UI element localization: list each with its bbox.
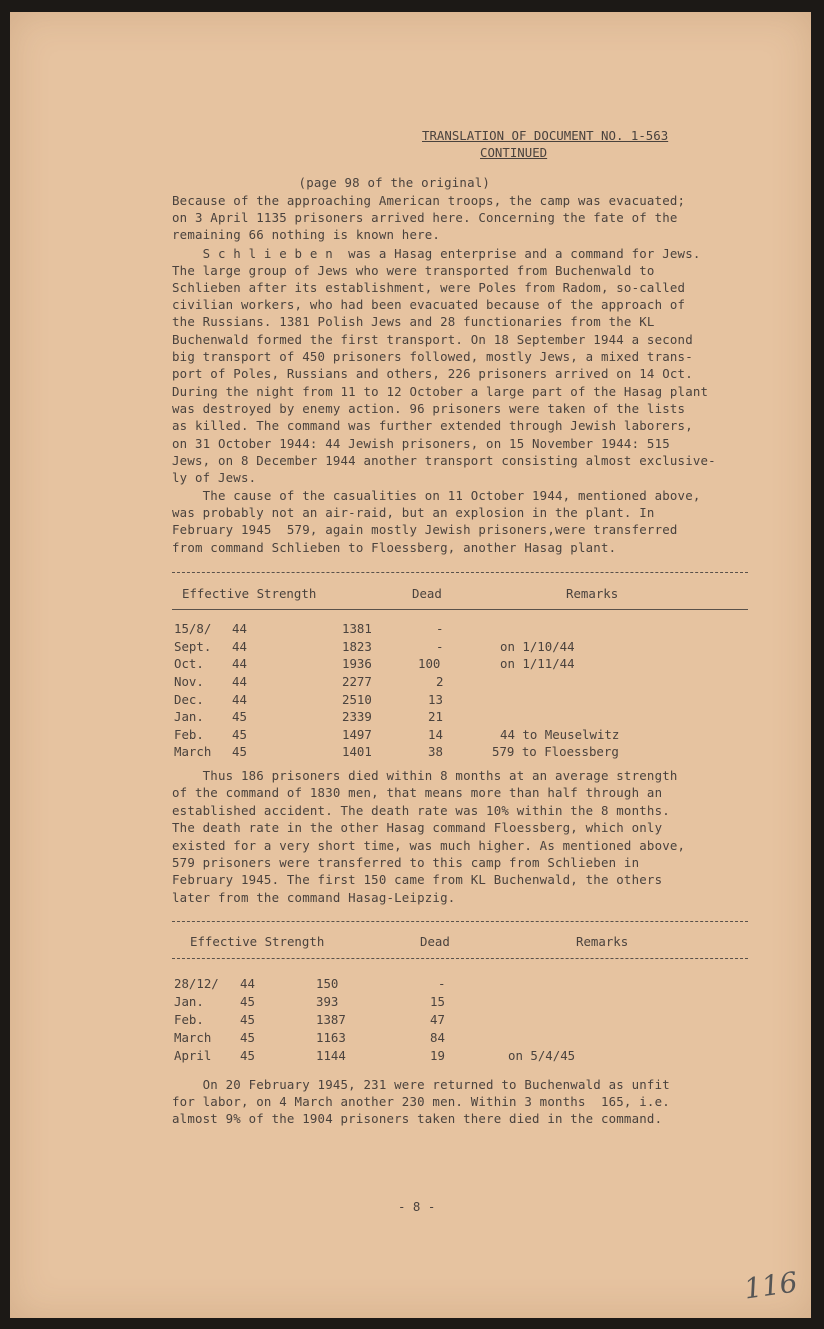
table-cell: 45 bbox=[240, 1012, 255, 1027]
table-cell: 579 to Floessberg bbox=[492, 744, 619, 759]
text-line: later from the command Hasag-Leipzig. bbox=[172, 890, 456, 905]
text-line: for labor, on 4 March another 230 men. Within 3 months 165, i.e. bbox=[172, 1094, 670, 1109]
text-line: was probably not an air-raid, but an explosion in the plant. In bbox=[172, 505, 655, 520]
table-cell: 1387 bbox=[316, 1012, 346, 1027]
table-cell: Jan. bbox=[174, 709, 204, 724]
table-cell: - bbox=[436, 639, 444, 654]
table-cell: Oct. bbox=[174, 656, 204, 671]
table-cell: 100 bbox=[418, 656, 441, 671]
table-cell: 1497 bbox=[342, 727, 372, 742]
table-cell: Dec. bbox=[174, 692, 204, 707]
table-header-strength: Effective Strength bbox=[190, 934, 325, 949]
text-line: Buchenwald formed the first transport. On 18 September 1944 a second bbox=[172, 332, 693, 347]
table-cell: 15 bbox=[430, 994, 445, 1009]
table-cell: 13 bbox=[428, 692, 443, 707]
table-cell: 2339 bbox=[342, 709, 372, 724]
table-cell: 1401 bbox=[342, 744, 372, 759]
table-cell: 14 bbox=[428, 727, 443, 742]
table-cell: Jan. bbox=[174, 994, 204, 1009]
table-cell: Feb. bbox=[174, 727, 204, 742]
table-header-remarks: Remarks bbox=[566, 586, 619, 601]
text-line: port of Poles, Russians and others, 226 prisoners arrived on 14 Oct. bbox=[172, 366, 693, 381]
text-line: Schlieben after its establishment, were Poles from Radom, so-called bbox=[172, 280, 686, 295]
text-line: almost 9% of the 1904 prisoners taken there died in the command. bbox=[172, 1111, 663, 1126]
table-cell: on 1/10/44 bbox=[500, 639, 575, 654]
table-cell: Sept. bbox=[174, 639, 212, 654]
table-cell: 2 bbox=[436, 674, 444, 689]
table-cell: 45 bbox=[240, 1030, 255, 1045]
table-cell: 44 to Meuselwitz bbox=[500, 727, 620, 742]
table-cell: 44 bbox=[232, 656, 247, 671]
text-line: civilian workers, who had been evacuated because of the approach of bbox=[172, 297, 686, 312]
text-line: The death rate in the other Hasag command Floessberg, which only bbox=[172, 820, 663, 835]
page-number: - 8 - bbox=[398, 1199, 436, 1214]
document-title: TRANSLATION OF DOCUMENT NO. 1-563 bbox=[422, 128, 669, 143]
text-line: ly of Jews. bbox=[172, 470, 257, 485]
text-line: on 31 October 1944: 44 Jewish prisoners, on 15 November 1944: 515 bbox=[172, 436, 670, 451]
text-line: the Russians. 1381 Polish Jews and 28 functionaries from the KL bbox=[172, 314, 655, 329]
document-subtitle: CONTINUED bbox=[480, 145, 548, 160]
text-line: Jews, on 8 December 1944 another transport consisting almost exclusive- bbox=[172, 453, 716, 468]
table-cell: 2277 bbox=[342, 674, 372, 689]
table-cell: 2510 bbox=[342, 692, 372, 707]
table-cell: 44 bbox=[240, 976, 255, 991]
table-cell: 19 bbox=[430, 1048, 445, 1063]
table-header-remarks: Remarks bbox=[576, 934, 629, 949]
text-line: established accident. The death rate was 10% within the 8 months. bbox=[172, 803, 670, 818]
table-cell: March bbox=[174, 744, 212, 759]
table-cell: - bbox=[438, 976, 446, 991]
table-cell: 45 bbox=[232, 709, 247, 724]
table-cell: 15/8/ bbox=[174, 621, 212, 636]
table-cell: 44 bbox=[232, 674, 247, 689]
text-line: The large group of Jews who were transported from Buchenwald to bbox=[172, 263, 655, 278]
table-header-dead: Dead bbox=[420, 934, 450, 949]
text-line: remaining 66 nothing is known here. bbox=[172, 227, 441, 242]
table-cell: 28/12/ bbox=[174, 976, 219, 991]
table-cell: 44 bbox=[232, 621, 247, 636]
text-line: The cause of the casualities on 11 October 1944, mentioned above, bbox=[172, 488, 701, 503]
table-rule bbox=[172, 958, 748, 959]
table-rule bbox=[172, 921, 748, 922]
text-line: as killed. The command was further extended through Jewish laborers, bbox=[172, 418, 693, 433]
table-cell: 1823 bbox=[342, 639, 372, 654]
table-cell: on 5/4/45 bbox=[508, 1048, 576, 1063]
text-line: on 3 April 1135 prisoners arrived here. Concerning the fate of the bbox=[172, 210, 678, 225]
table-rule bbox=[172, 609, 748, 610]
table-cell: April bbox=[174, 1048, 212, 1063]
table-cell: 21 bbox=[428, 709, 443, 724]
table-cell: 45 bbox=[232, 727, 247, 742]
table-cell: 38 bbox=[428, 744, 443, 759]
table-cell: Nov. bbox=[174, 674, 204, 689]
table-cell: 1936 bbox=[342, 656, 372, 671]
table-cell: Feb. bbox=[174, 1012, 204, 1027]
table-cell: 1163 bbox=[316, 1030, 346, 1045]
text-line: February 1945. The first 150 came from KL Buchenwald, the others bbox=[172, 872, 663, 887]
table-cell: 1144 bbox=[316, 1048, 346, 1063]
text-line: of the command of 1830 men, that means more than half through an bbox=[172, 785, 663, 800]
table-cell: 1381 bbox=[342, 621, 372, 636]
text-line: from command Schlieben to Floessberg, another Hasag plant. bbox=[172, 540, 617, 555]
text-line: S c h l i e b e n was a Hasag enterprise and a command for Jews. bbox=[172, 246, 701, 261]
text-line: big transport of 450 prisoners followed, mostly Jews, a mixed trans- bbox=[172, 349, 693, 364]
table-cell: 84 bbox=[430, 1030, 445, 1045]
table-cell: 45 bbox=[232, 744, 247, 759]
table-cell: on 1/11/44 bbox=[500, 656, 575, 671]
text-line: During the night from 11 to 12 October a large part of the Hasag plant bbox=[172, 384, 709, 399]
text-line: 579 prisoners were transferred to this camp from Schlieben in bbox=[172, 855, 640, 870]
table-cell: 47 bbox=[430, 1012, 445, 1027]
table-cell: 45 bbox=[240, 994, 255, 1009]
table-header-strength: Effective Strength bbox=[182, 586, 317, 601]
text-line: Thus 186 prisoners died within 8 months at an average strength bbox=[172, 768, 678, 783]
table-cell: 45 bbox=[240, 1048, 255, 1063]
table-cell: 393 bbox=[316, 994, 339, 1009]
text-line: Because of the approaching American troops, the camp was evacuated; bbox=[172, 193, 686, 208]
text-line: existed for a very short time, was much higher. As mentioned above, bbox=[172, 838, 686, 853]
table-header-dead: Dead bbox=[412, 586, 442, 601]
table-cell: 44 bbox=[232, 639, 247, 654]
text-line: (page 98 of the original) bbox=[176, 175, 491, 190]
document-page bbox=[10, 12, 811, 1318]
table-cell: March bbox=[174, 1030, 212, 1045]
text-line: was destroyed by enemy action. 96 prisoners were taken of the lists bbox=[172, 401, 686, 416]
text-line: On 20 February 1945, 231 were returned to Buchenwald as unfit bbox=[172, 1077, 670, 1092]
text-line: February 1945 579, again mostly Jewish prisoners,were transferred bbox=[172, 522, 678, 537]
handwritten-page-number: 116 bbox=[741, 1265, 800, 1306]
table-cell: 150 bbox=[316, 976, 339, 991]
table-rule bbox=[172, 572, 748, 573]
table-cell: - bbox=[436, 621, 444, 636]
table-cell: 44 bbox=[232, 692, 247, 707]
